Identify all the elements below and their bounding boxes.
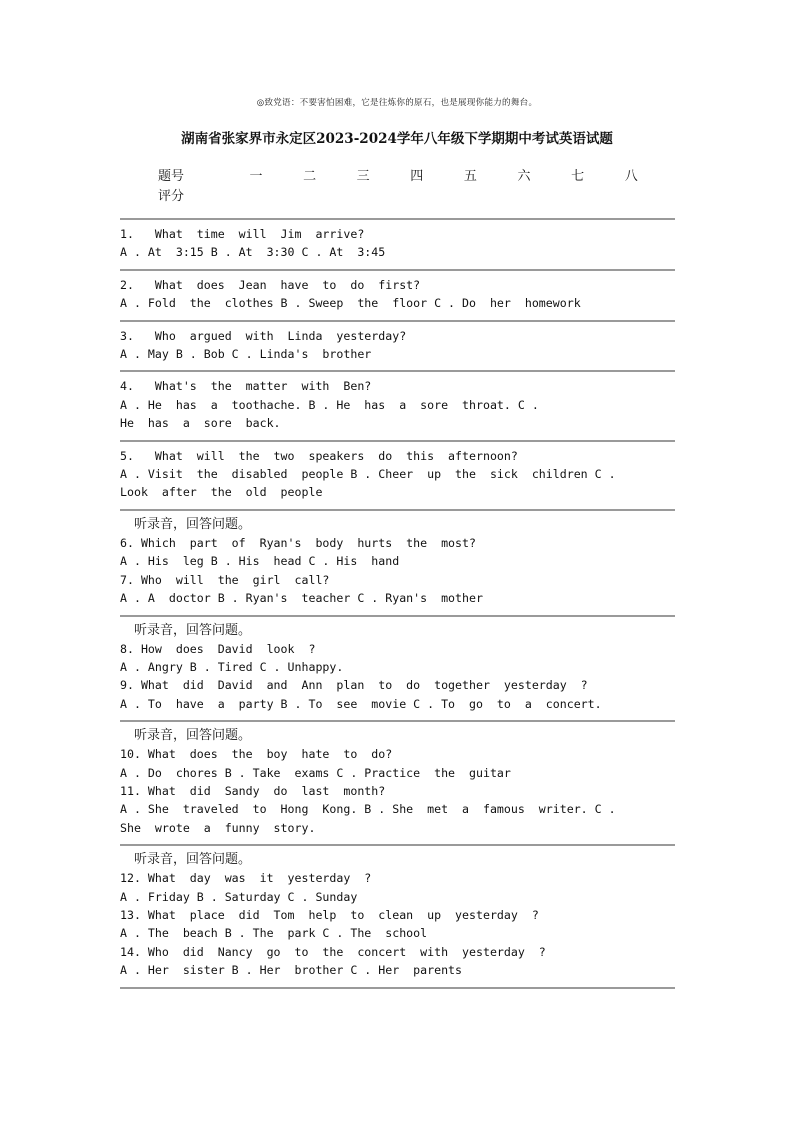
score-col-6: 六 <box>517 168 531 184</box>
section-instruction: 听录音，回答问题。 <box>134 516 252 532</box>
motto: ◎致党语：不要害怕困难，它是往炼你的原石，也是展现你能力的舞台。 <box>256 98 538 108</box>
question-text: 10. What does the boy hate to do? <box>120 747 393 762</box>
answer-options: A . Friday B . Saturday C . Sunday <box>120 889 358 904</box>
answer-options: A . He has a toothache. B . He has a sore throat. C . <box>120 397 539 412</box>
answer-options: A . A doctor B . Ryan's teacher C . Ryan's mother <box>120 591 483 606</box>
listening-section <box>120 617 675 721</box>
answer-options: He has a sore back. <box>120 416 281 431</box>
question-text: 3. Who argued with Linda yesterday? <box>120 328 407 343</box>
listening-section <box>120 722 675 844</box>
question-text: 13. What place did Tom help to clean up yesterday ? <box>120 907 539 922</box>
listening-section <box>120 846 675 986</box>
answer-options: A . Do chores B . Take exams C . Practice the guitar <box>120 765 511 780</box>
score-table-score-row <box>158 184 658 204</box>
score-col-2: 二 <box>303 168 317 184</box>
score-col-5: 五 <box>463 168 477 184</box>
question-block <box>120 322 675 371</box>
question-text: 11. What did Sandy do last month? <box>120 783 386 798</box>
answer-options: A . May B . Bob C . Linda's brother <box>120 347 372 362</box>
question-block <box>120 220 675 269</box>
section-divider <box>120 987 675 989</box>
score-col-1: 一 <box>249 168 263 184</box>
question-text: 9. What did David and Ann plan to do together yesterday ? <box>120 678 588 693</box>
answer-options: A . She traveled to Hong Kong. B . She met a famous writer. C . <box>120 802 616 817</box>
answer-options: A . His leg B . His head C . His hand <box>120 554 400 569</box>
question-text: 5. What will the two speakers do this afternoon? <box>120 448 518 463</box>
question-number-label: 题号 <box>158 168 185 184</box>
question-text: 12. What day was it yesterday ? <box>120 871 372 886</box>
question-text: 2. What does Jean have to do first? <box>120 277 421 292</box>
answer-options: A . At 3:15 B . At 3:30 C . At 3:45 <box>120 245 386 260</box>
question-block <box>120 372 675 439</box>
score-label: 评分 <box>158 188 185 204</box>
answer-options: A . The beach B . The park C . The school <box>120 926 428 941</box>
score-col-4: 四 <box>410 168 424 184</box>
question-block <box>120 442 675 509</box>
question-text: 4. What's the matter with Ben? <box>120 379 372 394</box>
answer-options: Look after the old people <box>120 485 323 500</box>
answer-options: A . To have a party B . To see movie C . To go to a concert. <box>120 696 602 711</box>
answer-options: A . Angry B . Tired C . Unhappy. <box>120 659 344 674</box>
question-text: 6. Which part of Ryan's body hurts the most? <box>120 535 476 550</box>
question-text: 8. How does David look ? <box>120 641 316 656</box>
section-instruction: 听录音，回答问题。 <box>134 622 252 638</box>
section-instruction: 听录音，回答问题。 <box>134 852 252 868</box>
question-text: 7. Who will the girl call? <box>120 572 330 587</box>
question-list <box>120 218 675 989</box>
listening-section <box>120 511 675 615</box>
score-table-header-row <box>158 164 658 184</box>
answer-options: A . Her sister B . Her brother C . Her parents <box>120 963 463 978</box>
page-title: 湖南省张家界市永定区2023-2024学年八年级下学期期中考试英语试题 <box>181 131 613 147</box>
question-text: 14. Who did Nancy go to the concert with yesterday ? <box>120 944 546 959</box>
score-col-7: 七 <box>571 168 585 184</box>
question-text: 1. What time will Jim arrive? <box>120 227 365 241</box>
answer-options: She wrote a funny story. <box>120 820 316 835</box>
section-instruction: 听录音，回答问题。 <box>134 728 252 744</box>
question-block <box>120 271 675 320</box>
answer-options: A . Fold the clothes B . Sweep the floor C . Do her homework <box>120 296 581 311</box>
score-col-8: 八 <box>624 168 638 184</box>
answer-options: A . Visit the disabled people B . Cheer up the sick children C . <box>120 467 616 482</box>
score-col-3: 三 <box>356 168 370 184</box>
score-table <box>158 164 658 204</box>
